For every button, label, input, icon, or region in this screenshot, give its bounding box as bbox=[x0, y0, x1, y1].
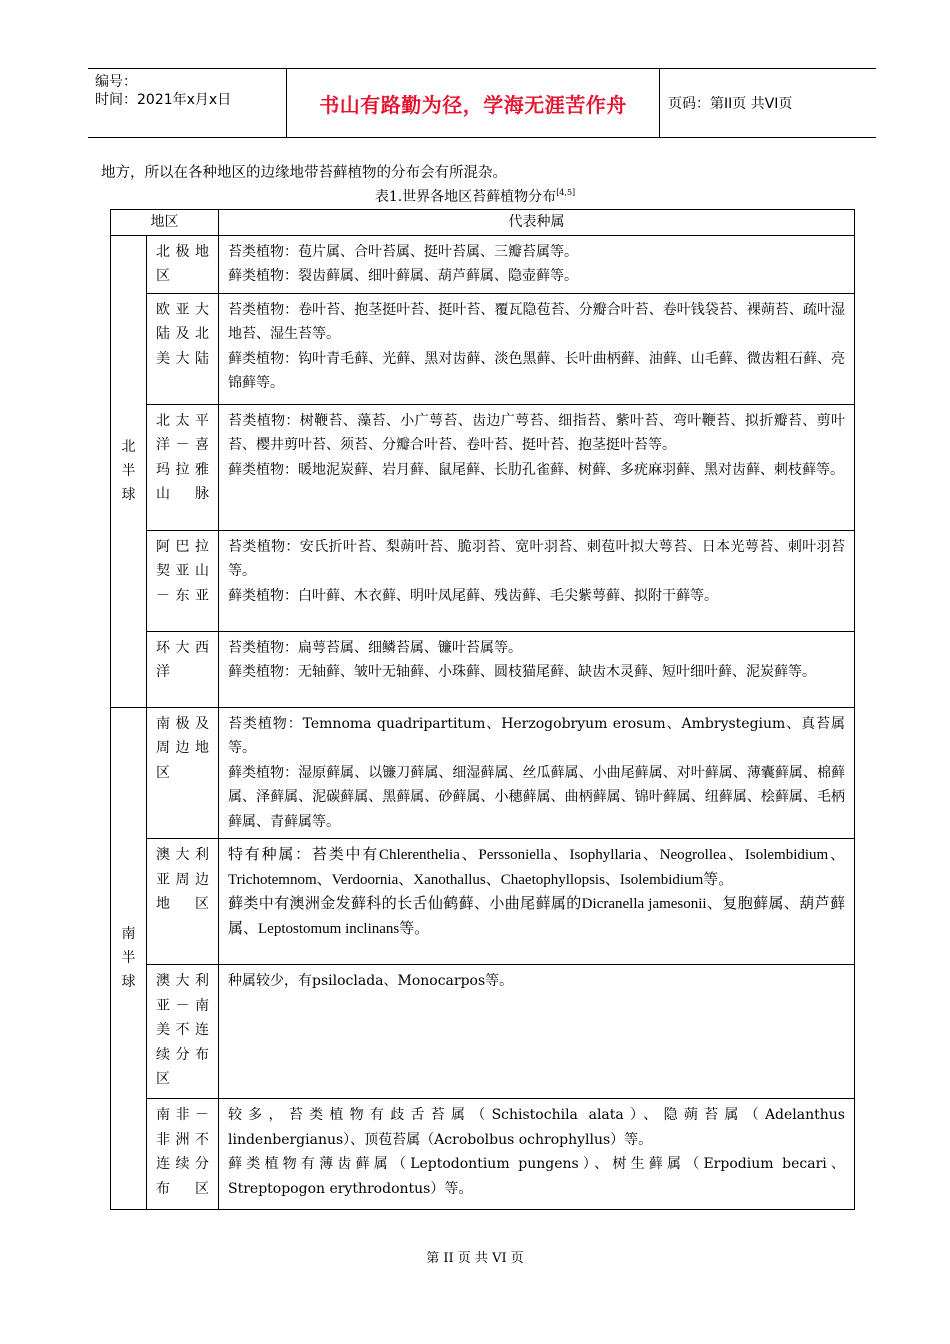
species-cell: 苔类植物：安氏折叶苔、梨蒴叶苔、脆羽苔、宽叶羽苔、刺苞叶拟大萼苔、日本光萼苔、刺叶羽苔等。 藓类植物：白叶藓、木衣藓、明叶凤尾藓、残齿藓、毛尖紫萼藓、拟附干藓等。 bbox=[219, 530, 855, 631]
hemisphere-south: 南半球 bbox=[111, 707, 147, 1210]
page-header bbox=[88, 68, 876, 138]
distribution-table bbox=[110, 209, 855, 1210]
column-header-region: 地区 bbox=[111, 210, 219, 236]
intro-paragraph: 地方，所以在各种地区的边缘地带苔藓植物的分布会有所混杂。 bbox=[101, 165, 507, 181]
table-row bbox=[111, 631, 855, 707]
table-caption-ref: [4,5] bbox=[556, 188, 576, 197]
species-cell: 特有种属：苔类中有Chlerenthelia、Perssoniella、Isophyllaria、Neogrollea、Isolembidium、Trichotemnom、Verdoornia、Xanothallus、Chaetophyllopsis、Isolembidium等。 藓类中有澳洲金发藓科的长舌仙鹤藓、小曲尾藓属的Dicranella jamesonii、复胞藓属、葫芦藓属、Leptostomum inclinans等。 bbox=[219, 839, 855, 965]
region-cell: 欧亚大陆及北美大陆 bbox=[147, 293, 219, 404]
region-cell: 北极地区 bbox=[147, 235, 219, 293]
hemisphere-north: 北半球 bbox=[111, 235, 147, 707]
number-label: 编号： bbox=[95, 74, 137, 90]
region-cell: 南极及周边地区 bbox=[147, 707, 219, 839]
header-motto: 书山有路勤为径，学海无涯苦作舟 bbox=[287, 69, 660, 137]
table-caption-text: 表1.世界各地区苔藓植物分布 bbox=[374, 189, 557, 205]
table-row bbox=[111, 530, 855, 631]
species-cell: 苔类植物：苞片属、合叶苔属、挺叶苔属、三瓣苔属等。 藓类植物：裂齿藓属、细叶藓属、葫芦藓属、隐壶藓等。 bbox=[219, 235, 855, 293]
table-header-row bbox=[111, 210, 855, 236]
region-cell: 南非－非洲不连续分布区 bbox=[147, 1099, 219, 1210]
species-cell: 苔类植物：卷叶苔、抱茎挺叶苔、挺叶苔、覆瓦隐苞苔、分瓣合叶苔、卷叶钱袋苔、裸蒴苔、疏叶湿地苔、湿生苔等。 藓类植物：钩叶青毛藓、光藓、黑对齿藓、淡色黑藓、长叶曲柄藓、油藓、山毛藓、微齿粗石藓、亮锦藓等。 bbox=[219, 293, 855, 404]
species-cell: 苔类植物：树鞭苔、藻苔、小广萼苔、齿边广萼苔、细指苔、紫叶苔、弯叶鞭苔、拟折瓣苔、剪叶苔、樱井剪叶苔、须苔、分瓣合叶苔、卷叶苔、挺叶苔、抱茎挺叶苔等。 藓类植物：暖地泥炭藓、岩月藓、鼠尾藓、长肋孔雀藓、树藓、多疣麻羽藓、黑对齿藓、刺枝藓等。 bbox=[219, 404, 855, 530]
region-cell: 澳大利亚周边地区 bbox=[147, 839, 219, 965]
region-cell: 北太平洋－喜玛拉雅山脉 bbox=[147, 404, 219, 530]
species-cell: 种属较少，有psiloclada、Monocarpos等。 bbox=[219, 965, 855, 1099]
table-caption bbox=[0, 186, 950, 206]
table-row bbox=[111, 707, 855, 839]
region-cell: 环大西洋 bbox=[147, 631, 219, 707]
species-cell: 较多，苔类植物有歧舌苔属（Schistochila alata）、隐蒴苔属（Adelanthus lindenbergianus）、顶苞苔属（Acrobolbus ochrophyllus）等。 藓类植物有薄齿藓属（Leptodontium pungens）、树生藓属（Erpodium becari、Streptopogon erythrodontus）等。 bbox=[219, 1099, 855, 1210]
table-row bbox=[111, 293, 855, 404]
region-cell: 阿巴拉契亚山－东亚 bbox=[147, 530, 219, 631]
table-row bbox=[111, 1099, 855, 1210]
region-cell: 澳大利亚－南美不连续分布区 bbox=[147, 965, 219, 1099]
table-row bbox=[111, 839, 855, 965]
time-label: 时间：2021年x月x日 bbox=[95, 92, 232, 108]
table-row bbox=[111, 404, 855, 530]
table-row bbox=[111, 965, 855, 1099]
column-header-species: 代表种属 bbox=[219, 210, 855, 236]
species-cell: 苔类植物：Temnoma quadripartitum、Herzogobryum erosum、Ambrystegium、真苔属等。 藓类植物：湿原藓属、以镰刀藓属、细湿藓属、丝瓜藓属、小曲尾藓属、对叶藓属、薄囊藓属、棉藓属、泽藓属、泥碳藓属、黑藓属、砂藓属、小穗藓属、曲柄藓属、锦叶藓属、纽藓属、桧藓属、毛柄藓属、青藓属等。 bbox=[219, 707, 855, 839]
page-footer: 第 II 页 共 VI 页 bbox=[426, 1251, 524, 1266]
header-meta bbox=[88, 69, 287, 137]
header-page-label: 页码：第II页 共VI页 bbox=[668, 96, 793, 112]
table-row bbox=[111, 235, 855, 293]
species-cell: 苔类植物：扁萼苔属、细鳞苔属、镰叶苔属等。 藓类植物：无轴藓、皱叶无轴藓、小珠藓、圆枝猫尾藓、缺齿木灵藓、短叶细叶藓、泥炭藓等。 bbox=[219, 631, 855, 707]
